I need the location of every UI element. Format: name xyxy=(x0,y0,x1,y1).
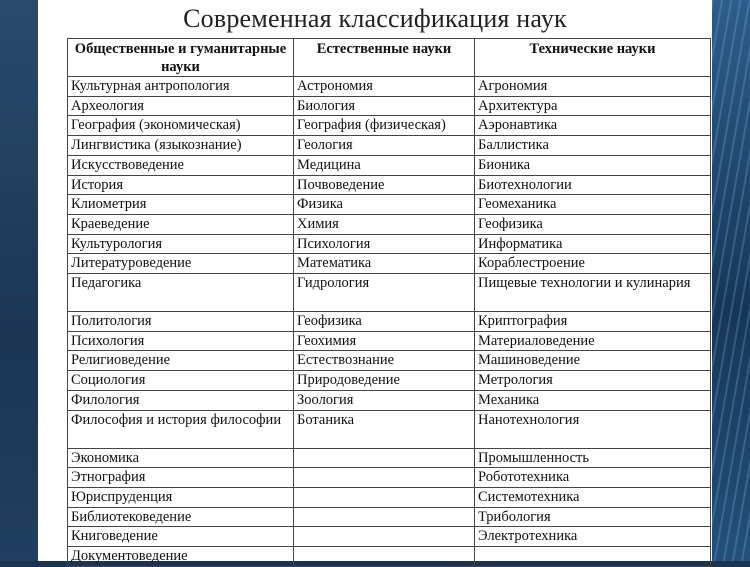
background-right-panel xyxy=(712,0,750,561)
cell-technical: Метрология xyxy=(475,371,711,391)
cell-natural: Гидрология xyxy=(294,274,475,312)
cell-humanities: Документоведение xyxy=(68,547,294,567)
table-row xyxy=(68,274,711,312)
table-row xyxy=(68,214,711,234)
cell-humanities: История xyxy=(68,175,294,195)
cell-humanities: Педагогика xyxy=(68,274,294,312)
table-row xyxy=(68,234,711,254)
cell-natural xyxy=(294,487,475,507)
table-row xyxy=(68,77,711,97)
cell-natural xyxy=(294,547,475,567)
cell-humanities: Книговедение xyxy=(68,527,294,547)
column-header-natural: Естественные науки xyxy=(294,39,475,77)
column-header-humanities: Общественные и гуманитарные науки xyxy=(68,39,294,77)
table-row xyxy=(68,390,711,410)
table-header-row xyxy=(68,39,711,77)
cell-humanities: Искусствоведение xyxy=(68,155,294,175)
cell-natural: Медицина xyxy=(294,155,475,175)
table-row xyxy=(68,487,711,507)
table-row xyxy=(68,527,711,547)
background-left-panel xyxy=(0,0,38,561)
cell-humanities: Клиометрия xyxy=(68,195,294,215)
cell-technical: Робототехника xyxy=(475,468,711,488)
cell-technical: Материаловедение xyxy=(475,331,711,351)
cell-natural: Геохимия xyxy=(294,331,475,351)
cell-humanities: География (экономическая) xyxy=(68,116,294,136)
table-row xyxy=(68,96,711,116)
cell-technical: Агрономия xyxy=(475,77,711,97)
slide-title: Современная классификация наук xyxy=(183,4,567,33)
cell-technical: Пищевые технологии и кулинария xyxy=(475,274,711,312)
cell-technical xyxy=(475,547,711,567)
column-header-technical: Технические науки xyxy=(475,39,711,77)
cell-technical: Электротехника xyxy=(475,527,711,547)
cell-technical: Механика xyxy=(475,390,711,410)
cell-natural: Почвоведение xyxy=(294,175,475,195)
cell-technical: Геомеханика xyxy=(475,195,711,215)
table-body xyxy=(68,77,711,567)
cell-natural xyxy=(294,448,475,468)
cell-humanities: Юриспруденция xyxy=(68,487,294,507)
cell-humanities: Филология xyxy=(68,390,294,410)
cell-humanities: Культурология xyxy=(68,234,294,254)
table-row xyxy=(68,351,711,371)
cell-technical: Архитектура xyxy=(475,96,711,116)
table-row xyxy=(68,468,711,488)
cell-humanities: Психология xyxy=(68,331,294,351)
cell-natural: Биология xyxy=(294,96,475,116)
table-row xyxy=(68,116,711,136)
cell-technical: Системотехника xyxy=(475,487,711,507)
table-row xyxy=(68,254,711,274)
cell-humanities: Политология xyxy=(68,312,294,332)
cell-natural: Геофизика xyxy=(294,312,475,332)
table-row xyxy=(68,331,711,351)
cell-humanities: Лингвистика (языкознание) xyxy=(68,136,294,156)
table-row xyxy=(68,195,711,215)
cell-humanities: Библиотековедение xyxy=(68,507,294,527)
cell-technical: Геофизика xyxy=(475,214,711,234)
cell-technical: Промышленность xyxy=(475,448,711,468)
cell-technical: Трибология xyxy=(475,507,711,527)
cell-natural: Геология xyxy=(294,136,475,156)
cell-humanities: Социология xyxy=(68,371,294,391)
cell-technical: Биотехнологии xyxy=(475,175,711,195)
cell-natural: Физика xyxy=(294,195,475,215)
cell-technical: Аэронавтика xyxy=(475,116,711,136)
cell-technical: Нанотехнология xyxy=(475,410,711,448)
cell-humanities: Литературоведение xyxy=(68,254,294,274)
cell-natural: Естествознание xyxy=(294,351,475,371)
cell-technical: Информатика xyxy=(475,234,711,254)
cell-natural: Природоведение xyxy=(294,371,475,391)
cell-natural: Зоология xyxy=(294,390,475,410)
table-row xyxy=(68,136,711,156)
cell-humanities: Экономика xyxy=(68,448,294,468)
table-row xyxy=(68,507,711,527)
table-row xyxy=(68,371,711,391)
cell-technical: Бионика xyxy=(475,155,711,175)
slide xyxy=(38,0,712,565)
cell-humanities: Философия и история философии xyxy=(68,410,294,448)
cell-technical: Криптография xyxy=(475,312,711,332)
cell-natural xyxy=(294,527,475,547)
table-row xyxy=(68,175,711,195)
cell-humanities: Этнография xyxy=(68,468,294,488)
table-row xyxy=(68,547,711,567)
cell-humanities: Краеведение xyxy=(68,214,294,234)
classification-table xyxy=(67,38,711,567)
cell-natural: География (физическая) xyxy=(294,116,475,136)
cell-natural xyxy=(294,468,475,488)
table-row xyxy=(68,312,711,332)
table-row xyxy=(68,155,711,175)
cell-natural: Математика xyxy=(294,254,475,274)
cell-technical: Баллистика xyxy=(475,136,711,156)
cell-natural: Астрономия xyxy=(294,77,475,97)
cell-natural: Химия xyxy=(294,214,475,234)
table-row xyxy=(68,448,711,468)
table-row xyxy=(68,410,711,448)
cell-humanities: Археология xyxy=(68,96,294,116)
cell-natural: Ботаника xyxy=(294,410,475,448)
cell-technical: Кораблестроение xyxy=(475,254,711,274)
cell-natural xyxy=(294,507,475,527)
cell-technical: Машиноведение xyxy=(475,351,711,371)
cell-humanities: Культурная антропология xyxy=(68,77,294,97)
cell-humanities: Религиоведение xyxy=(68,351,294,371)
cell-natural: Психология xyxy=(294,234,475,254)
